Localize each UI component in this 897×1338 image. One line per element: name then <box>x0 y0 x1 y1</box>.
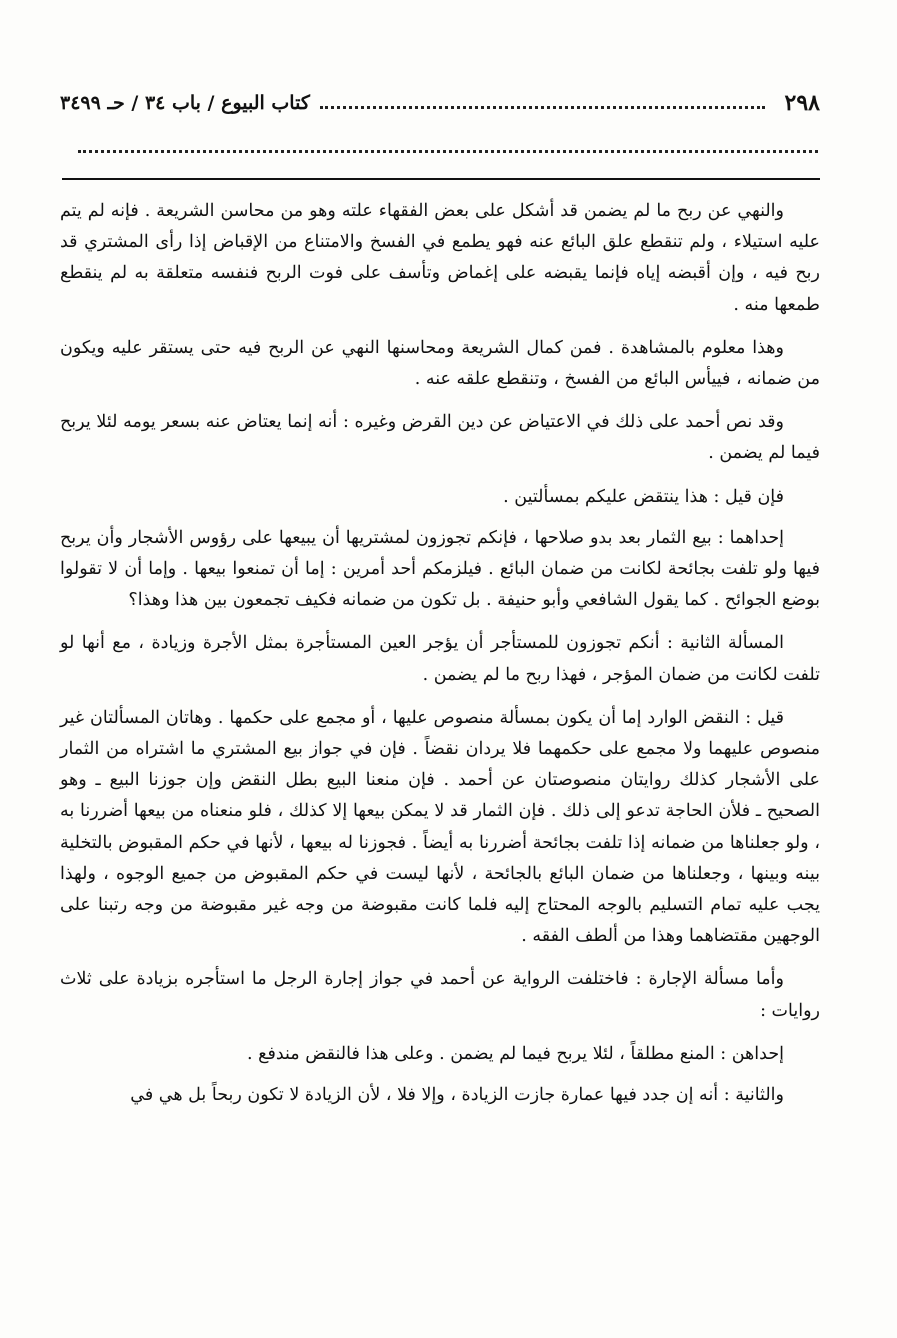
paragraph: قيل : النقض الوارد إما أن يكون بمسألة منصوص عليها ، أو مجمع على حكمها . وهاتان المسألتان غير منصوص عليهما ولا مجمع على حكمهما فلا يردان نقضاً . فإن في جواز بيع المشتري ما اشتراه من الثمار على الأشجار كذلك روايتان منصوصتان عن أحمد . فإن منعنا البيع بطل النقض وإن جوزنا البيع ـ وهو الصحيح ـ فلأن الحاجة تدعو إلى ذلك . فإن الثمار قد لا يمكن بيعها إلا كذلك ، فلو منعناه من بيعها أضررنا به ، ولو جعلناها من ضمانه إذا تلفت بجائحة أضررنا به أيضاً . فجوزنا له بيعها ، لأنها في حكم المقبوض بالتخلية بينه وبينها ، وجعلناها من ضمان البائع بالجائحة ، لأنها ليست في حكم المقبوض من جميع الوجوه ، ولهذا يجب عليه تمام التسليم بالوجه المحتاج إليه فلما كانت مقبوضة من وجه غير مقبوضة من وجه رتبنا على الوجهين مقتضاهما وهذا من ألطف الفقه . <box>60 707 820 947</box>
paragraph: فإن قيل : هذا ينتقض عليكم بمسألتين . <box>503 486 784 507</box>
dotted-separator <box>78 150 818 153</box>
paragraph: وقد نص أحمد على ذلك في الاعتياض عن دين القرض وغيره : أنه إنما يعتاض عنه بسعر يومه لئلا يربح فيما لم يضمن . <box>60 412 820 464</box>
paragraph: إحداهما : بيع الثمار بعد بدو صلاحها ، فإنكم تجوزون لمشتريها أن يبيعها على رؤوس الأشجار وأن يربح فيها ولو تلفت بجائحة لكانت من ضمان البائع . فيلزمكم أحد أمرين : إما أن تمنعوا بيعها . وإما أن لا تقولوا بوضع الجوائح . كما يقول الشافعي وأبو حنيفة . بل تكون من ضمانه فكيف تجمعون بين هذا وهذا؟ <box>60 527 820 611</box>
running-title: كتاب البيوع / باب ٣٤ / حـ ٣٤٩٩ <box>60 92 310 114</box>
body-text <box>60 196 820 1123</box>
paragraph: والنهي عن ربح ما لم يضمن قد أشكل على بعض الفقهاء علته وهو من محاسن الشريعة . فإنه لم يتم عليه استيلاء ، ولم تنقطع علق البائع عنه فهو يطمع في الفسخ والامتناع من الإقباض إذا رأى المشتري قد ربح فيه ، وإن أقبضه إياه فإنما يقبضه على إغماض وتأسف على فوت الربح فنفسه متعلقة به لم ينقطع طمعها منه . <box>60 201 820 315</box>
page-number: ٢٩٨ <box>784 90 820 116</box>
header-rule <box>62 178 820 180</box>
paragraph: وهذا معلوم بالمشاهدة . فمن كمال الشريعة ومحاسنها النهي عن الربح فيه حتى يستقر عليه ويكون من ضمانه ، فييأس البائع من الفسخ ، وتنقطع علقه عنه . <box>60 337 820 390</box>
paragraph: إحداهن : المنع مطلقاً ، لئلا يربح فيما لم يضمن . وعلى هذا فالنقض مندفع . <box>247 1043 784 1064</box>
header-dotted-leader <box>320 106 765 109</box>
page-header <box>60 86 820 120</box>
paragraph: والثانية : أنه إن جدد فيها عمارة جازت الزيادة ، وإلا فلا ، لأن الزيادة لا تكون ربحاً بل هي في <box>130 1085 784 1106</box>
paragraph: وأما مسألة الإجارة : فاختلفت الرواية عن أحمد في جواز إجارة الرجل ما استأجره بزيادة على ثلاث روايات : <box>60 969 820 1021</box>
paragraph: المسألة الثانية : أنكم تجوزون للمستأجر أن يؤجر العين المستأجرة بمثل الأجرة وزيادة ، مع أنها لو تلفت لكانت من ضمان المؤجر ، فهذا ربح ما لم يضمن . <box>60 633 820 685</box>
